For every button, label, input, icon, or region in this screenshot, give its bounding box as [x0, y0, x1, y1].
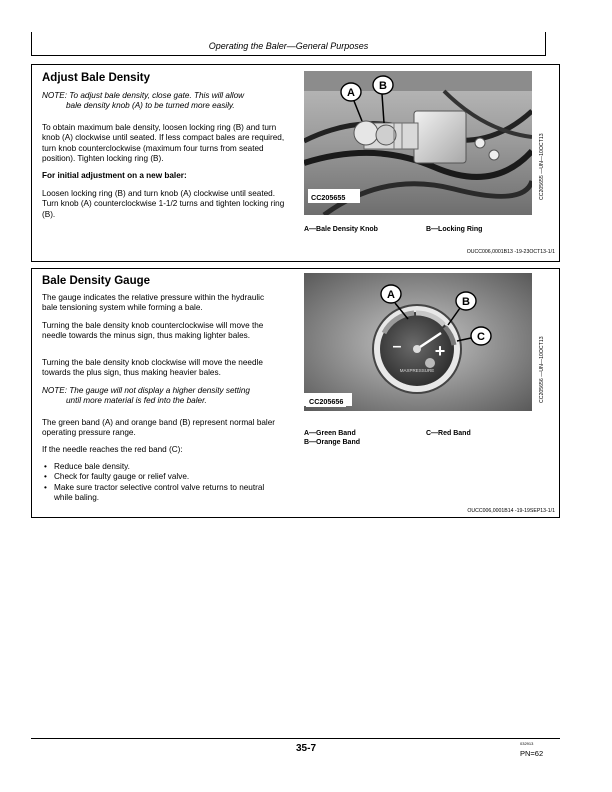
list-item: • Check for faulty gauge or relief valve. — [52, 472, 282, 482]
note-line: NOTE: The gauge will not display a higher density setting — [42, 386, 250, 395]
paragraph: The green band (A) and orange band (B) represent normal baler operating pressure range. — [42, 418, 276, 438]
note — [42, 91, 302, 112]
paragraph: Turning the bale density knob clockwise will move the needle towards the plus sign, thus making heavier bales. — [42, 358, 263, 378]
paragraph: If the needle reaches the red band (C): — [42, 445, 183, 454]
figure-id: CC205656 — [306, 396, 346, 407]
reference-code: OUCC006,0001B13 -19-23OCT13-1/1 — [466, 249, 555, 255]
footer-small-code: 032913 — [520, 741, 534, 746]
svg-text:–: – — [392, 338, 402, 355]
photo-label-b: B — [379, 80, 387, 92]
caption-b: B—Locking Ring — [426, 226, 483, 233]
gauge-face-text: MAXPRESSURE — [399, 368, 435, 373]
photo-label-c: C — [477, 331, 485, 343]
subheading: For initial adjustment on a new baler: — [42, 171, 187, 180]
photo-label-b: B — [462, 296, 470, 308]
paragraph: To obtain maximum bale density, loosen locking ring (B) and turn knob (A) clockwise until seated. If less compact bales are required, turn knob counterclockwise (maximum four turns from seated position). Tighten locking ring (B). — [42, 123, 285, 164]
paragraph: The gauge indicates the relative pressure within the hydraulic bale tensioning system while forming a bale. — [42, 293, 265, 313]
paragraph: Turning the bale density knob counterclockwise will move the needle towards the minus sign, thus making lighter bales. — [42, 321, 264, 341]
page-number: 35-7 — [295, 743, 316, 754]
section-bale-density-gauge — [31, 268, 560, 518]
section-adjust-bale-density — [31, 64, 560, 262]
figure-side-code: CC205655 —UN—10OCT13 — [539, 133, 545, 200]
footer-rule — [31, 738, 560, 739]
list-item: • Reduce bale density. — [52, 462, 282, 472]
figure-bale-density-knob-photo — [304, 71, 532, 215]
figure-gauge-photo — [304, 273, 532, 411]
caption-a: A—Bale Density Knob — [304, 226, 378, 233]
page-header-title: Operating the Baler—General Purposes — [208, 41, 369, 51]
caption-b: B—Orange Band — [304, 439, 361, 446]
photo-label-a: A — [387, 289, 395, 301]
note-line: bale density knob (A) to be turned more easily. — [66, 101, 235, 111]
caption-c: C—Red Band — [426, 430, 471, 437]
bullet-list — [42, 462, 282, 504]
list-item: • Make sure tractor selective control valve returns to neutral while baling. — [52, 483, 282, 504]
caption-a: A—Green Band — [304, 430, 356, 437]
footer-pn: PN=62 — [520, 749, 544, 758]
paragraph: Loosen locking ring (B) and turn knob (A) clockwise until seated. Turn knob (A) counterclockwise 1-1/2 turns and tighten locking ring (B). — [42, 189, 285, 219]
figure-side-code: CC205656 —UN—10OCT13 — [539, 336, 545, 403]
photo-label-a: A — [347, 87, 355, 99]
note — [42, 386, 302, 407]
figure-id: CC205655 — [308, 192, 348, 203]
svg-text:+: + — [434, 341, 446, 361]
gauge-photo-image — [304, 273, 532, 411]
section-title: Bale Density Gauge — [42, 275, 151, 287]
note-line: NOTE: To adjust bale density, close gate. This will allow — [42, 91, 245, 100]
note-line: until more material is fed into the baler. — [66, 396, 207, 406]
reference-code: OUCC006,0001B14 -19-19SEP13-1/1 — [467, 508, 555, 514]
section-title: Adjust Bale Density — [42, 72, 150, 84]
